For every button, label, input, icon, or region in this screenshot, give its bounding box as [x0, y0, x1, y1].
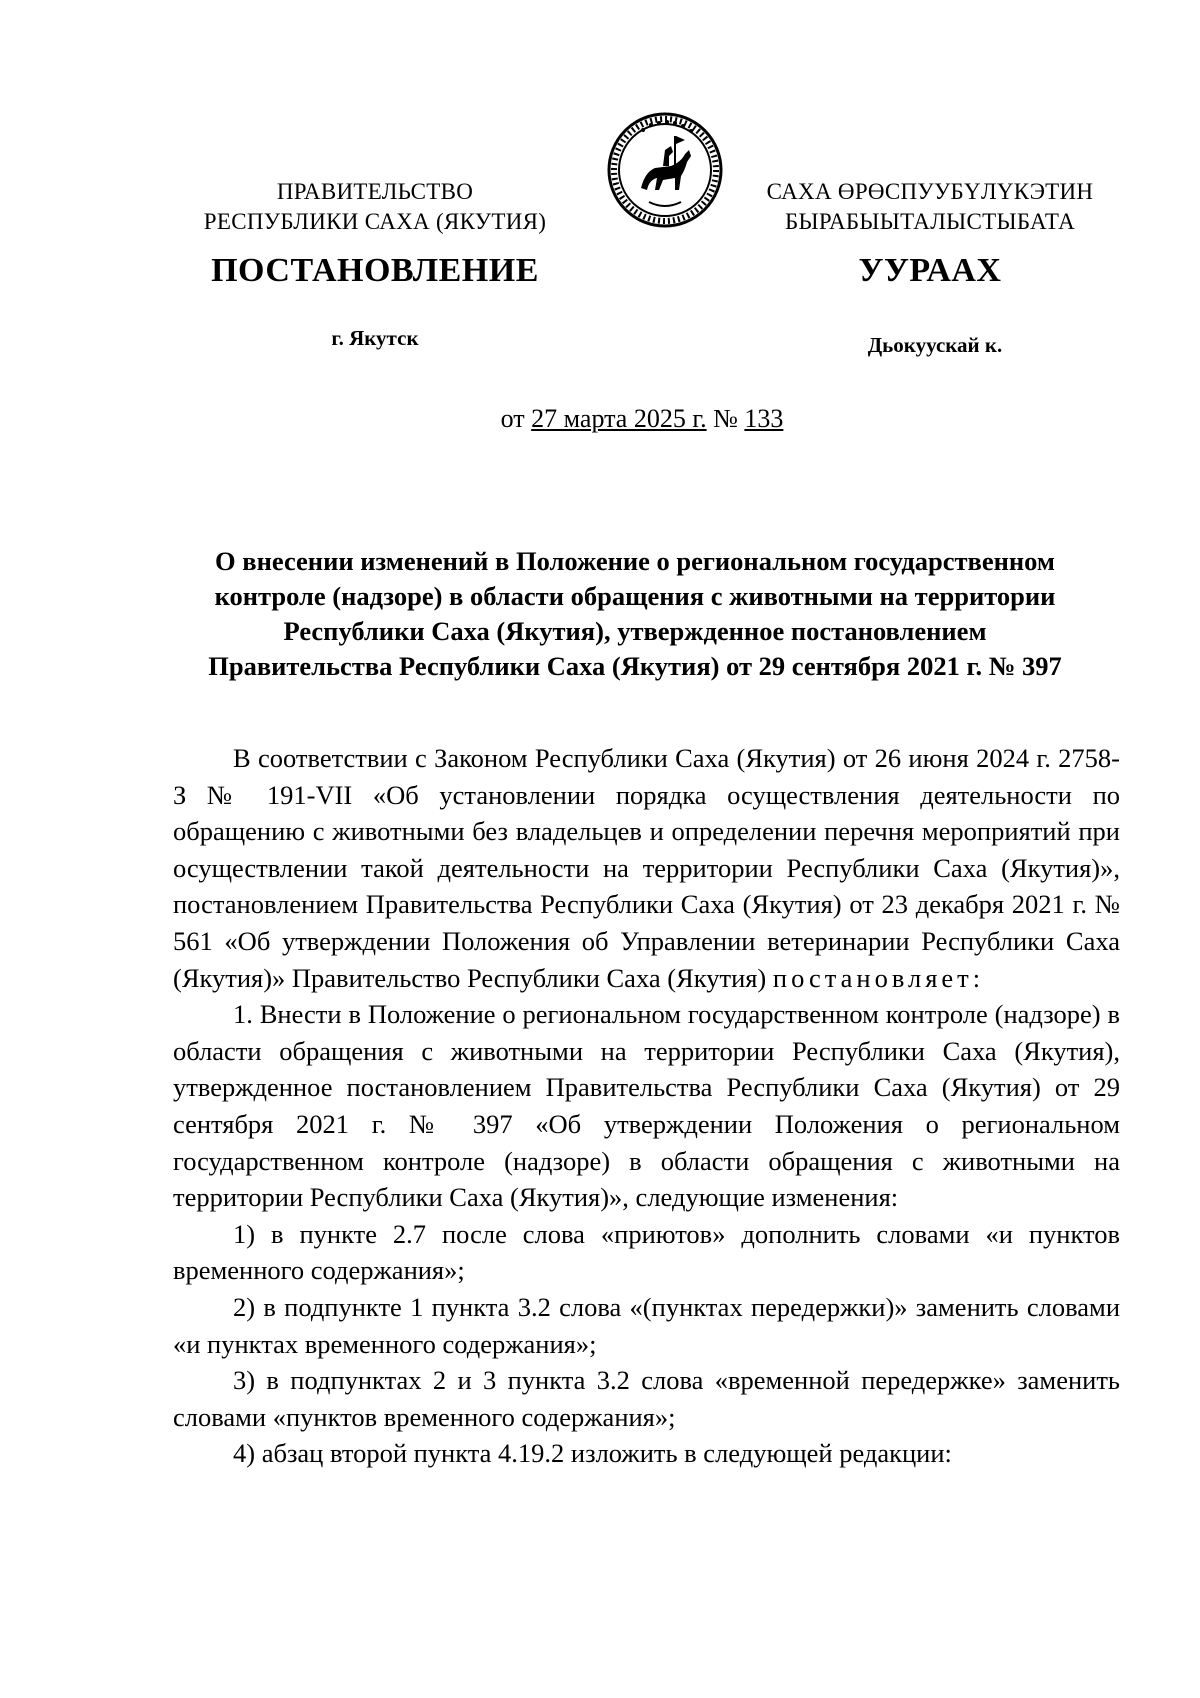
preamble-text: В соответствии с Законом Республики Саха (Якутия) от 26 июня 2024 г. 2758-З № 191-VII «Об установлении порядка осуществления деятельности по обращению с животными без владельцев и определении перечня мероприятий при осуществлении такой деятельности на территории Республики Саха (Якутия)», постановлением Правительства Республики Саха (Якутия) от 23 декабря 2021 г. № 561 «Об утверждении Положения об Управлении ветеринарии Республики Саха (Якутия)» Правительство Республики Саха (Якутия): [173, 743, 1120, 993]
number-label: №: [706, 404, 745, 433]
date-line: [0, 404, 1200, 434]
title-line: Правительства Республики Саха (Якутия) от 29 сентября 2021 г. № 397: [208, 651, 1062, 681]
subitem-paragraph: 1) в пункте 2.7 после слова «приютов» дополнить словами «и пунктов временного содержания»;: [173, 1218, 1120, 1286]
government-name-sah: [740, 177, 1120, 237]
document-title: [150, 544, 1120, 684]
government-name-ru-line1: ПРАВИТЕЛЬСТВО: [276, 179, 474, 204]
title-line: контроле (надзоре) в области обращения с животными на территории: [214, 581, 1056, 611]
title-line: Республики Саха (Якутия), утвержденное постановлением: [283, 616, 987, 646]
subitem-paragraph: 4) абзац второй пункта 4.19.2 изложить в следующей редакции:: [233, 1438, 952, 1469]
subitem-paragraph: 3) в подпунктах 2 и 3 пункта 3.2 слова «временной передержке» заменить словами «пунктов временного содержания»;: [173, 1365, 1120, 1432]
government-name-sah-line2: БЫРАБЫЫТАЛЫСТЫБАТА: [784, 209, 1076, 234]
government-name-ru-line2: РЕСПУБЛИКИ САХА (ЯКУТИЯ): [203, 209, 547, 234]
doc-type-sah: УУРААХ: [858, 252, 1002, 289]
date-prefix: от: [500, 404, 532, 433]
subitem-paragraph: 2) в подпункте 1 пункта 3.2 слова «(пунктах передержки)» заменить словами «и пунктах временного содержания»;: [173, 1291, 1120, 1359]
coat-of-arms-icon: [605, 110, 725, 230]
city-sah: Дьокуускай к.: [867, 333, 1003, 357]
item-paragraph: 1. Внести в Положение о региональном государственном контроле (надзоре) в области обращения с животными на территории Республики Саха (Якутия), утвержденное постановлением Правительства Республики Саха (Якутия) от 29 сентября 2021 г. № 397 «Об утверждении Положения о региональном государственном контроле (надзоре) в области обращения с животными на территории Республики Саха (Якутия)», следующие изменения:: [173, 999, 1120, 1213]
document-number: 133: [744, 404, 784, 433]
government-name-sah-line1: САХА ӨРӨСПУУБҮЛҮКЭТИН: [766, 179, 1094, 204]
document-body: [173, 740, 1120, 1472]
city-ru: г. Якутск: [331, 326, 419, 350]
preamble-paragraph: [173, 740, 1120, 996]
doc-type-ru: ПОСТАНОВЛЕНИЕ: [211, 252, 539, 289]
title-line: О внесении изменений в Положение о региональном государственном: [215, 546, 1055, 576]
date-value: 27 марта 2025 г.: [531, 404, 707, 433]
government-name-ru: [180, 177, 570, 237]
decree-word: постановляет:: [772, 962, 985, 993]
